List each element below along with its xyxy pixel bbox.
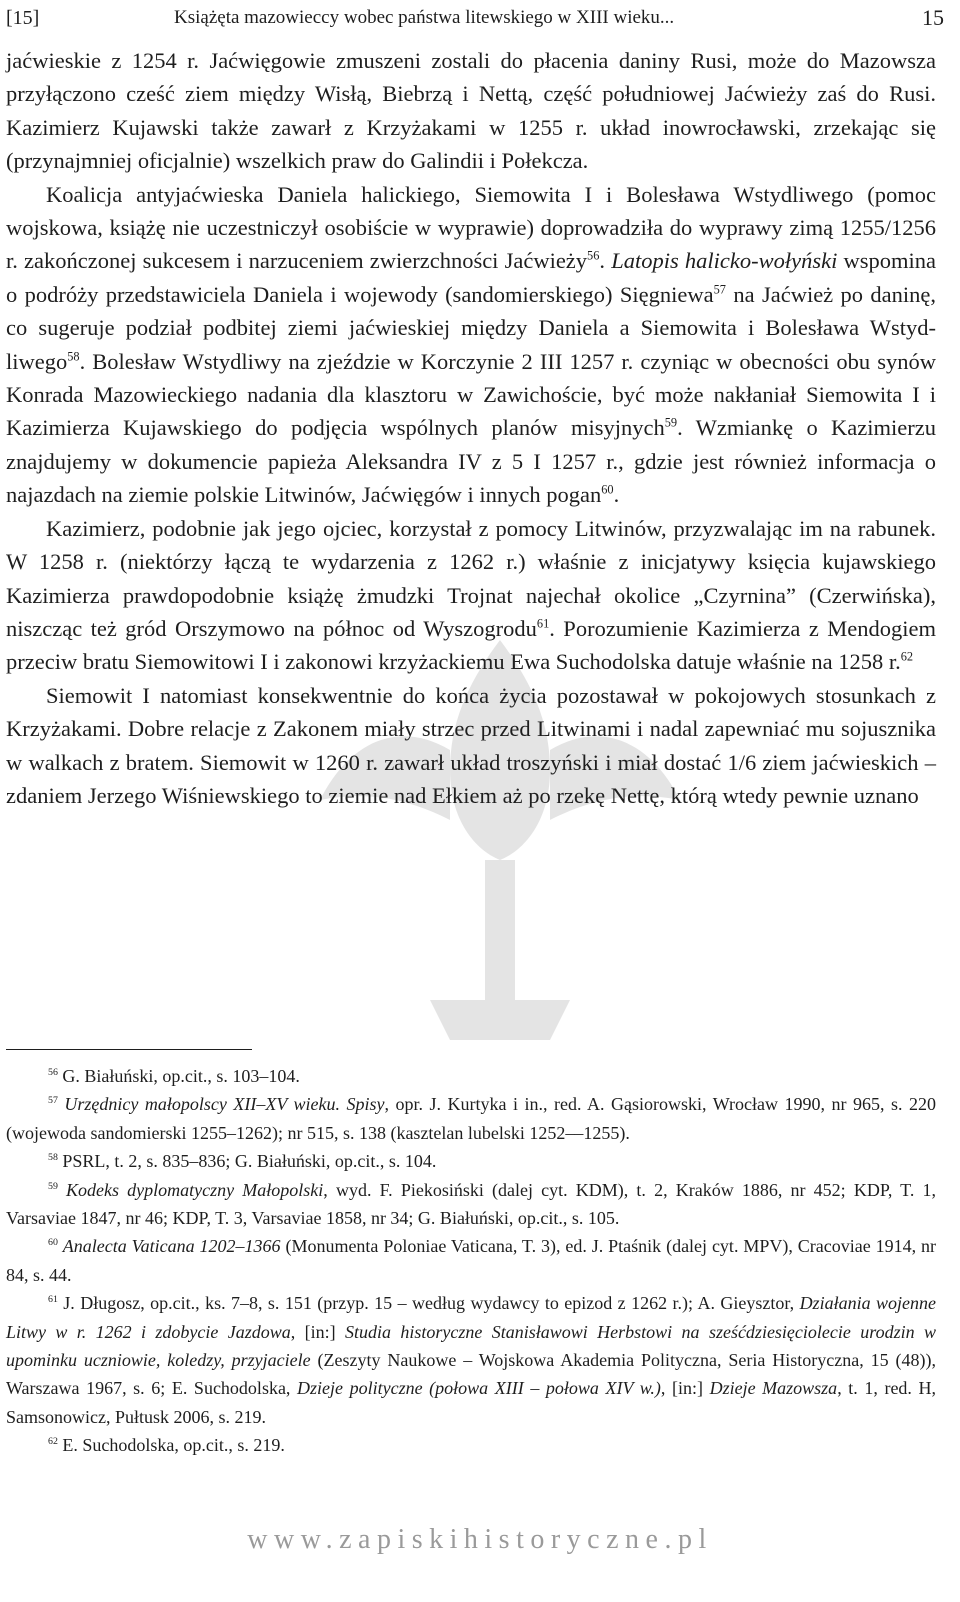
paragraph — [6, 44, 936, 178]
text-run: Siemowit I natomiast konsekwentnie do końca życia pozostawał w pokojowych stosunkach z Krzyżakami. Dobre relacje z Zakonem miały strzec przed Litwinami i nadal zapewniać mu sojusznika w walkach z bratem. Siemowit w 1260 r. zawarł układ troszyński i miał dostać 1/6 ziem jaćwieskich – zdaniem Jerzego Wiśniewskiego to ziemie nad Ełkiem aż po rzekę Nettę, którą wtedy pewnie uznano — [6, 682, 936, 808]
italic-title: Studia historyczne Stanisławowi Herbstowi na sześćdziesięciolecie urodzin w upominku uczniowie, koledzy, przyjaciele — [6, 1321, 936, 1371]
italic-title: Latopis halicko-wołyński — [611, 248, 838, 274]
text-run — [58, 1180, 66, 1200]
footnote-ref: 61 — [48, 1294, 58, 1306]
italic-title: Dzieje Mazowsza — [709, 1378, 838, 1399]
paragraph — [6, 178, 936, 512]
footnote-ref: 56 — [587, 248, 600, 263]
text-run: , [in:] — [290, 1321, 346, 1342]
footnote-separator — [6, 1049, 252, 1050]
paragraph — [6, 679, 936, 813]
text-run: , wyd. F. Piekosiński (dalej cyt. KDM), t. 2, Kraków 1886, nr 452; KDP, T. 1, Varsaviae 1847, nr 46; KDP, T. 3, Varsaviae 1858, nr 34; G. Białuński, op.cit., s. 105. — [6, 1179, 936, 1229]
main-text — [6, 44, 936, 812]
paragraph — [6, 512, 936, 679]
footnotes — [6, 1062, 936, 1460]
text-run: wspomina o podróży przedstawiciela Daniela i wojewody (sandomierskiego) Sięgniewa — [6, 248, 936, 307]
footnote-ref: 57 — [713, 282, 726, 297]
text-run: na Jaćwież po daninę, co sugeruje podział podbitej ziemi jaćwieskiej między Daniela a Siemowita i Bolesława Wstydliwego — [6, 281, 937, 374]
italic-title: Analecta Vaticana 1202–1366 — [62, 1236, 281, 1257]
italic-title: Urzędnicy małopolscy XII–XV wieku. Spisy — [64, 1094, 385, 1115]
footnote-ref: 62 — [48, 1436, 58, 1448]
footnote-ref: 62 — [900, 649, 914, 664]
text-run: E. Suchodolska, op.cit., s. 219. — [57, 1435, 285, 1456]
text-run: Koalicja antyjaćwieska Daniela halickiego, Siemowita I i Bolesława Wstydliwego (pomoc wojskowa, książę nie uczestniczył osobiście w wyprawie) doprowadziła do wyprawy zimą 1255/1256 r. zakończonej sukcesem i narzuceniem zwierzchności Jaćwieży — [6, 181, 936, 274]
text-run: . — [613, 482, 620, 508]
footnote-ref: 58 — [67, 349, 80, 364]
text-run: , [in:] — [660, 1378, 710, 1399]
footnote — [6, 1147, 936, 1175]
footnote-ref: 59 — [48, 1180, 58, 1192]
footnote-ref: 61 — [536, 616, 550, 631]
footnote — [6, 1090, 936, 1147]
footnote-ref: 59 — [664, 415, 678, 430]
text-run: J. Długosz, op.cit., ks. 7–8, s. 151 (przyp. 15 – według wydawcy to epizod z 1262 r.); A. Gieysztor, — [57, 1293, 800, 1314]
header-bracket-number: [15] — [6, 7, 40, 29]
page-number: 15 — [922, 5, 944, 30]
text-run: . — [599, 248, 612, 274]
text-run: , opr. J. Kurtyka i in., red. A. Gąsiorowski, Wrocław 1990, nr 965, s. 220 (wojewoda sandomierski 1255–1262); nr 515, s. 138 (kasztelan lubelski 1252–​–1255). — [6, 1094, 937, 1143]
footnote — [6, 1232, 936, 1289]
footnote-ref: 57 — [48, 1095, 58, 1107]
text-run: (Zeszyty Naukowe – Wojskowa Akademia Polityczna, Seria Historyczna, 15 (48)), Warszawa 1967, s. 6; E. Suchodolska, — [6, 1350, 936, 1399]
header-running-title: Książęta mazowieccy wobec państwa litewskiego w XIII wieku... — [174, 7, 675, 28]
footnote-ref: 56 — [48, 1067, 58, 1078]
text-run: (Monumenta Poloniae Vaticana, T. 3), ed. J. Ptaśnik (dalej cyt. MPV), Cracoviae 1914, nr 84, s. 44. — [6, 1236, 936, 1285]
footnote — [6, 1289, 936, 1431]
running-header — [6, 4, 944, 32]
text-run: . Porozumienie Kazimierza z Mendogiem przeciw bratu Siemowitowi I i zakonowi krzyżackiemu Ewa Suchodolska datuje właśnie na 1258 r. — [6, 615, 936, 675]
text-run: PSRL, t. 2, s. 835–836; G. Białuński, op.cit., s. 104. — [57, 1151, 437, 1172]
text-run: G. Białuński, op.cit., s. 103–104. — [57, 1066, 300, 1086]
footnote — [6, 1062, 936, 1090]
text-run: Kazimierz, podobnie jak jego ojciec, korzystał z pomocy Litwinów, przyzwalając im na rabunek. W 1258 r. (niektórzy łączą te wydarzenia z 1262 r.) właśnie z inicjatywy księcia kujawskiego Kazimierza prawdopodobnie książę żmudzki Trojnat najechał okolice „Czyrnina” (Czerwińska), niszcząc też gród Orszymowo na północ od Wyszogrodu — [6, 515, 936, 641]
footnote-ref: 60 — [601, 482, 614, 497]
text-run: , t. 1, red. H, Samsonowicz, Pułtusk 2006, s. 219. — [6, 1378, 937, 1427]
text-run: . Bolesław Wstydliwy na zjeździe w Korczynie 2 III 1257 r. czyniąc w obecności obu synów Konrada Mazowieckiego nadania dla klasztoru w Zawichoście, być może nakłaniał Siemowita I i Kazimierza Kujawskiego do podjęcia wspólnych planów misyjnych — [6, 348, 936, 441]
italic-title: Dzieje polityczne (połowa XIII – połowa XIV w.) — [297, 1378, 661, 1399]
footnote-ref: 58 — [48, 1152, 58, 1164]
italic-title: Kodeks dyplomatyczny Małopolski — [66, 1179, 324, 1200]
italic-title: Działania wojenne Litwy w r. 1262 i zdobycie Jazdowa — [6, 1293, 936, 1342]
text-run: jaćwieskie z 1254 r. Jaćwięgowie zmuszeni zostali do płacenia daniny Rusi, może do Mazowsza przyłączono cześć ziem między Wisłą, Biebrzą i Nettą, część południowej Jaćwieży zaś do Rusi. Kazimierz Kujawski także zawarł z Krzyżakami w 1255 r. układ inowrocławski, zrzekając się (przynajmniej oficjalnie) wszelkich praw do Galindii i Połekcza. — [6, 48, 936, 174]
text-run: . Wzmiankę o Kazimierzu znajdujemy w dokumencie papieża Aleksandra IV z 5 I 1257 r., gdzie jest również informacja o najazdach na ziemie polskie Litwinów, Jaćwięgów i innych pogan — [6, 415, 936, 508]
footnote-ref: 60 — [48, 1237, 58, 1249]
footer-url: www.zapiskihistoryczne.pl — [247, 1524, 713, 1555]
footnote — [6, 1431, 936, 1459]
footnote — [6, 1176, 936, 1233]
